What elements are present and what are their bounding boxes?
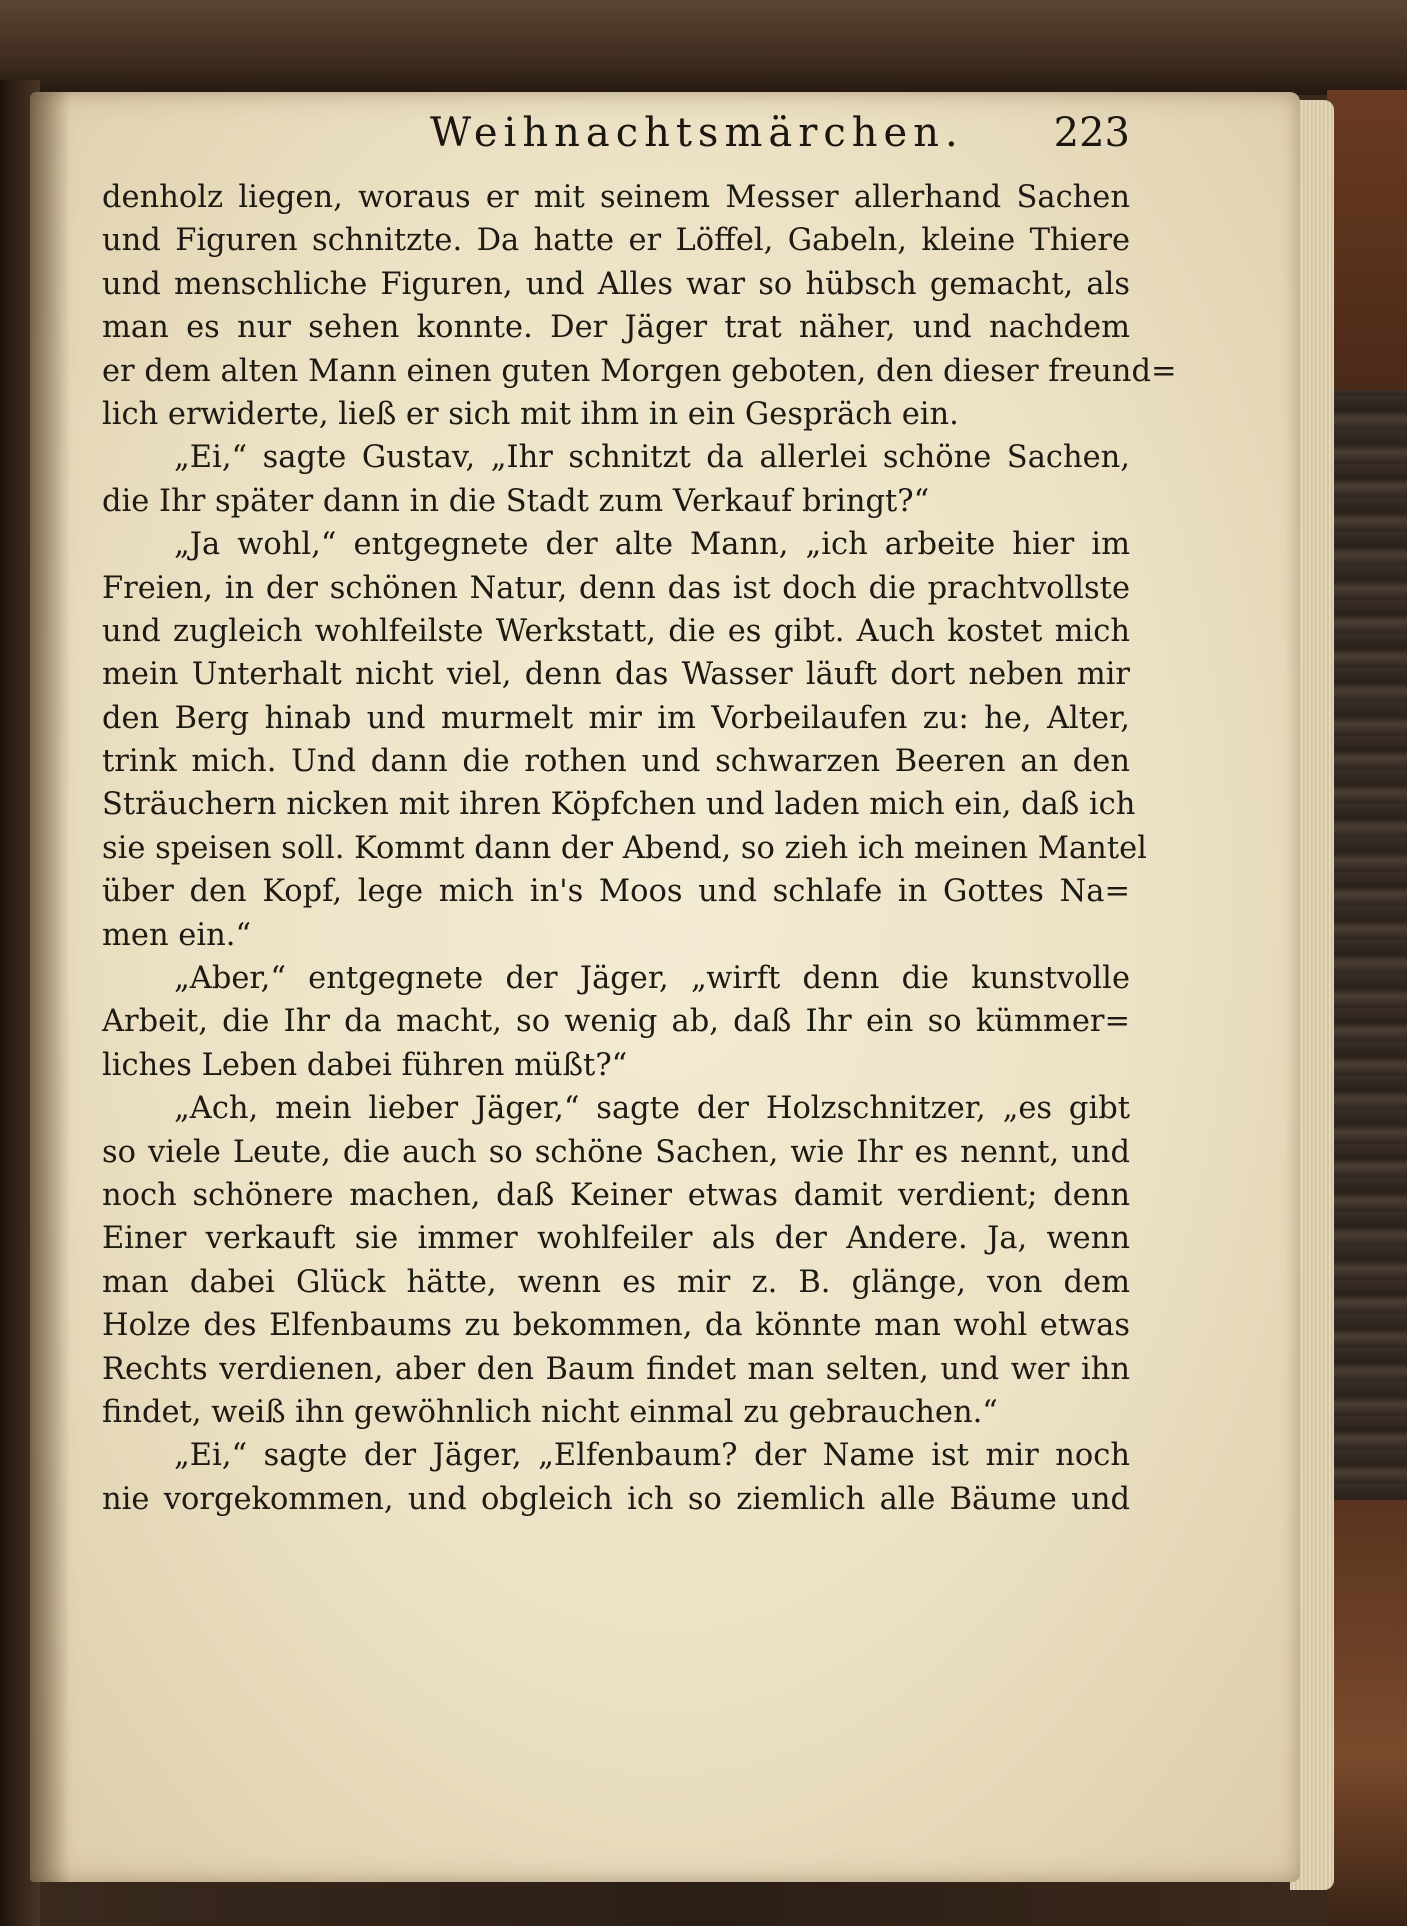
text-line: men ein.“ xyxy=(102,917,252,953)
text-line: Arbeit, die Ihr da macht, so wenig ab, daß Ihr ein so kümmer= xyxy=(102,1004,1130,1040)
text-line: sie speisen soll. Kommt dann der Abend, so zieh ich meinen Mantel xyxy=(102,830,1147,866)
text-line: so viele Leute, die auch so schöne Sachen, wie Ihr es nennt, und xyxy=(102,1134,1130,1170)
text-line: Rechts verdienen, aber den Baum findet man selten, und wer ihn xyxy=(102,1351,1130,1387)
text-line: „Aber,“ entgegnete der Jäger, „wirft denn die kunstvolle xyxy=(174,961,1130,997)
page-header xyxy=(430,110,1130,170)
text-line: mein Unterhalt nicht viel, denn das Wasser läuft dort neben mir xyxy=(102,657,1130,693)
text-line: er dem alten Mann einen guten Morgen geboten, den dieser freund= xyxy=(102,353,1177,389)
text-line: „Ei,“ sagte Gustav, „Ihr schnitzt da allerlei schöne Sachen, xyxy=(174,440,1130,476)
running-head: Weihnachtsmärchen. xyxy=(430,110,964,156)
text-line: die Ihr später dann in die Stadt zum Verkauf bringt?“ xyxy=(102,483,930,519)
text-line: man es nur sehen konnte. Der Jäger trat näher, und nachdem xyxy=(102,310,1130,346)
text-line: Holze des Elfenbaums zu bekommen, da könnte man wohl etwas xyxy=(102,1308,1130,1344)
page-number: 223 xyxy=(1053,110,1130,156)
text-line: „Ja wohl,“ entgegnete der alte Mann, „ich arbeite hier im xyxy=(174,527,1130,563)
text-line: „Ach, mein lieber Jäger,“ sagte der Holzschnitzer, „es gibt xyxy=(174,1091,1130,1127)
binding-right-leather-bottom xyxy=(1327,1500,1407,1926)
text-line: trink mich. Und dann die rothen und schwarzen Beeren an den xyxy=(102,744,1130,780)
text-line: findet, weiß ihn gewöhnlich nicht einmal zu gebrauchen.“ xyxy=(102,1394,998,1430)
text-line: liches Leben dabei führen müßt?“ xyxy=(102,1047,628,1083)
cover-top-edge xyxy=(0,0,1407,95)
text-line: man dabei Glück hätte, wenn es mir z. B. glänge, von dem xyxy=(102,1264,1130,1300)
text-line: und Figuren schnitzte. Da hatte er Löffel, Gabeln, kleine Thiere xyxy=(102,223,1130,259)
text-line: noch schönere machen, daß Keiner etwas damit verdient; denn xyxy=(102,1177,1130,1213)
text-line: nie vorgekommen, und obgleich ich so ziemlich alle Bäume und xyxy=(102,1481,1130,1517)
text-line: und zugleich wohlfeilste Werkstatt, die es gibt. Auch kostet mich xyxy=(102,613,1130,649)
body-text xyxy=(102,176,1177,1521)
text-line: den Berg hinab und murmelt mir im Vorbeilaufen zu: he, Alter, xyxy=(102,700,1130,736)
text-line: und menschliche Figuren, und Alles war so hübsch gemacht, als xyxy=(102,266,1130,302)
binding-right-leather-top xyxy=(1327,90,1407,390)
text-line: Freien, in der schönen Natur, denn das ist doch die prachtvollste xyxy=(102,570,1130,606)
text-line: lich erwiderte, ließ er sich mit ihm in ein Gespräch ein. xyxy=(102,396,959,432)
text-line: Sträuchern nicken mit ihren Köpfchen und laden mich ein, daß ich xyxy=(102,787,1136,823)
text-line: Einer verkauft sie immer wohlfeiler als der Andere. Ja, wenn xyxy=(102,1221,1130,1257)
gutter-shadow xyxy=(30,92,70,1882)
text-line: über den Kopf, lege mich in's Moos und schlafe in Gottes Na= xyxy=(102,874,1130,910)
text-line: denholz liegen, woraus er mit seinem Messer allerhand Sachen xyxy=(102,180,1130,215)
text-line: „Ei,“ sagte der Jäger, „Elfenbaum? der Name ist mir noch xyxy=(174,1438,1130,1474)
